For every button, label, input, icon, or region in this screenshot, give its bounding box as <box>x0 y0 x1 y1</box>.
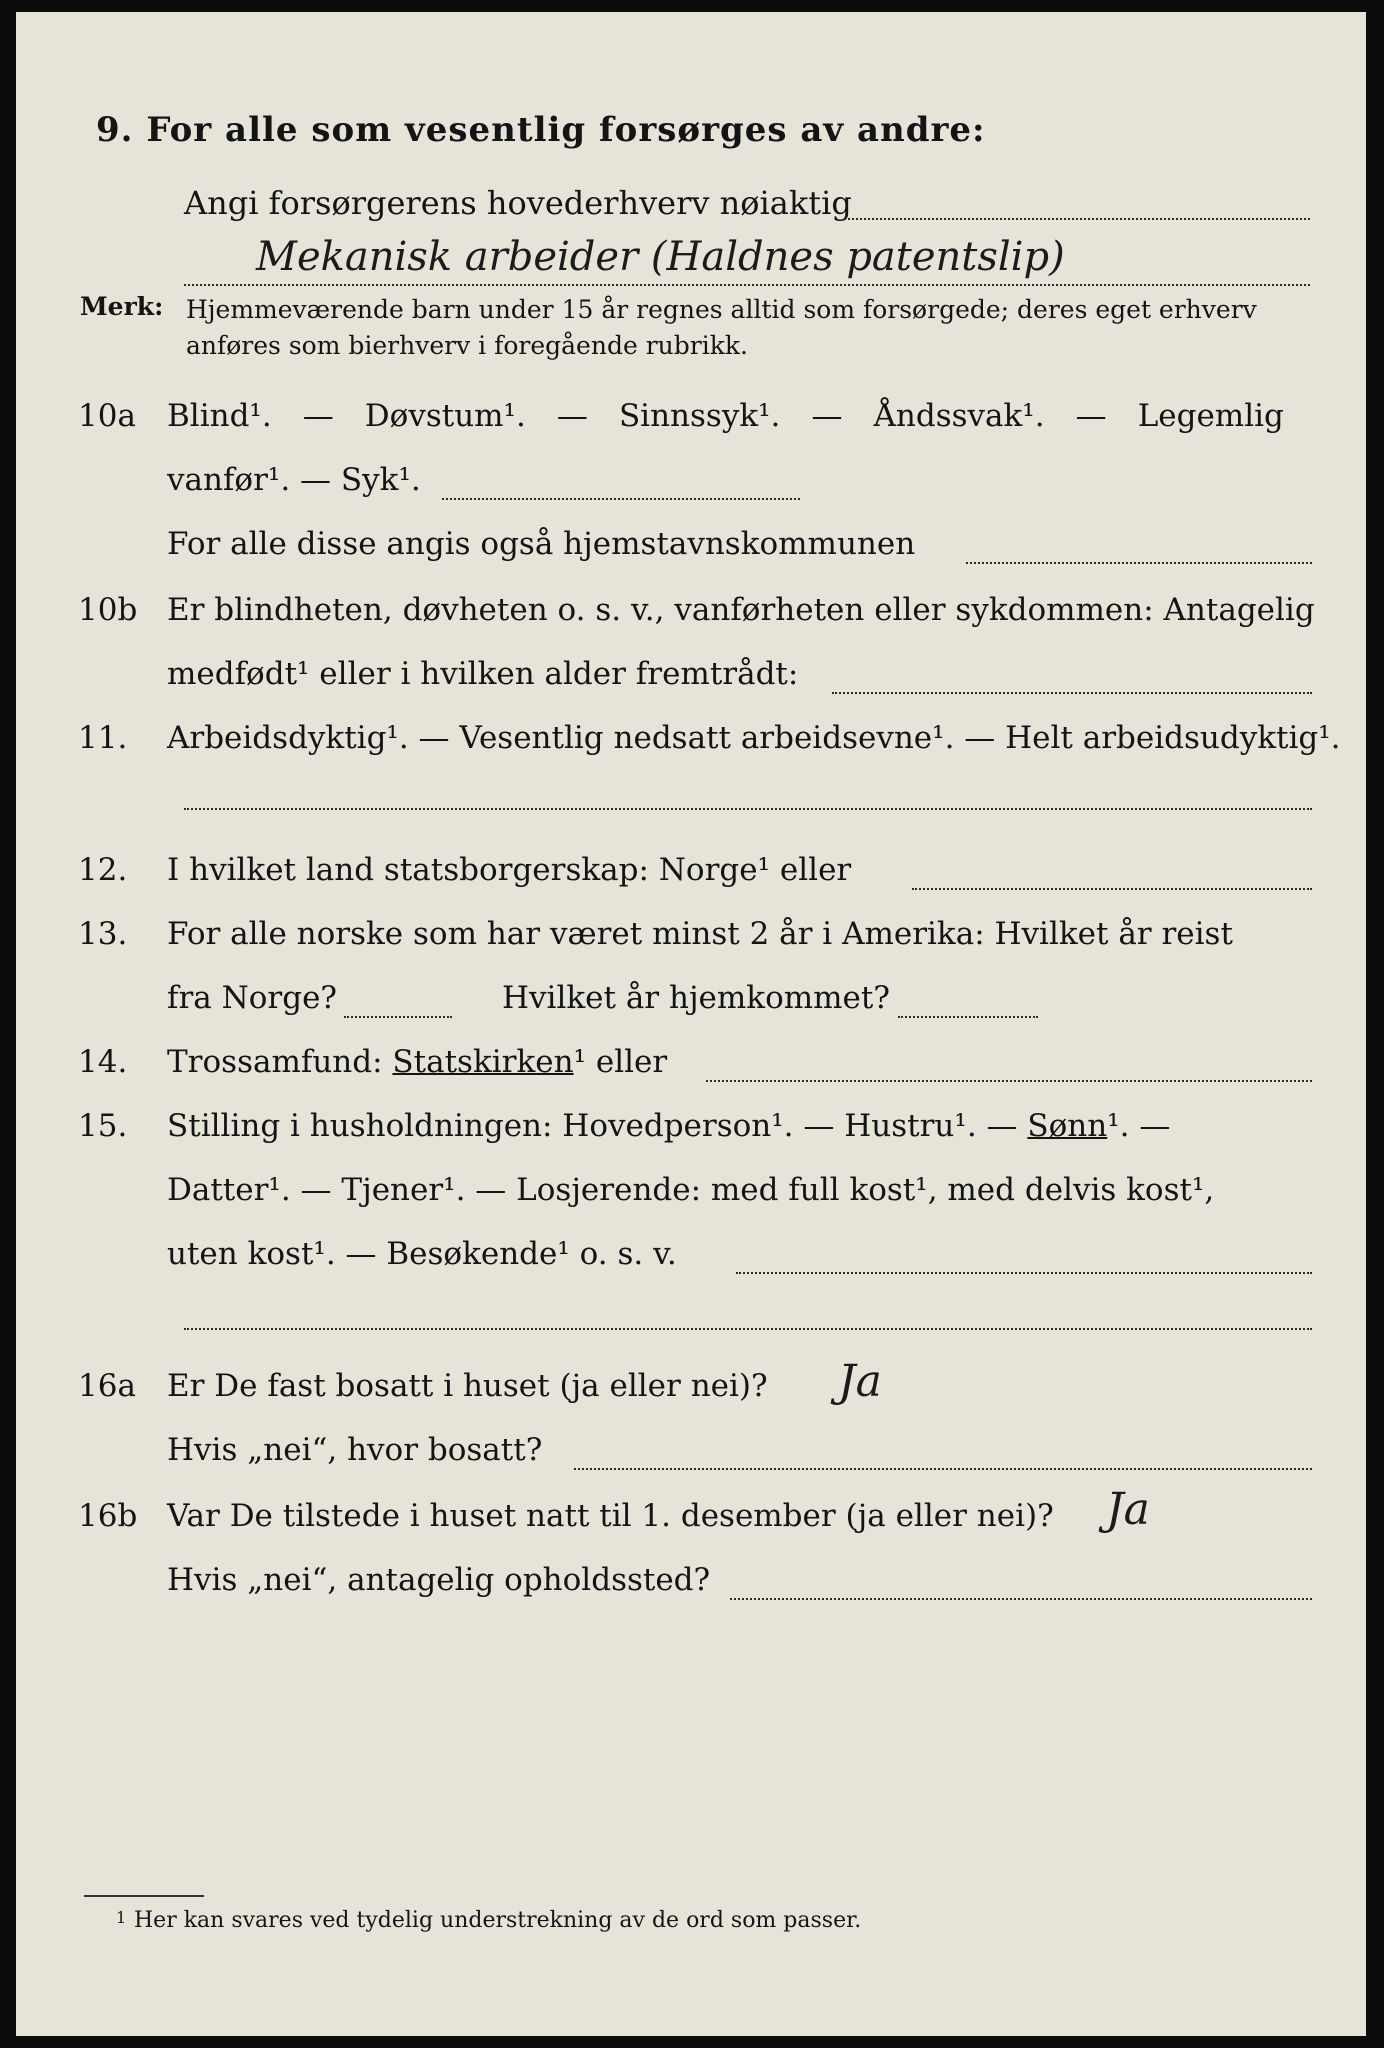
q10a-row3 <box>16 518 1366 578</box>
q10b-number: 10b <box>78 592 138 628</box>
merk-text: Hjemmeværende barn under 15 år regnes alltid som forsørgede; deres eget erhverv anføres som bierhverv i foregående rubrikk. <box>186 295 1257 360</box>
q10a-opt-legemlig: Legemlig <box>1137 398 1284 434</box>
q15-row1 <box>16 1100 1366 1160</box>
q16b-opholdssted-line <box>730 1598 1312 1600</box>
q10b-row2 <box>16 648 1366 708</box>
q10a-dash: — <box>302 398 334 434</box>
q10a-line3: For alle disse angis også hjemstavnskommunen <box>167 526 916 562</box>
q16a-handwritten-answer: Ja <box>838 1356 882 1407</box>
q10a-options <box>167 398 1284 434</box>
q12-option-norge: Norge <box>658 852 758 888</box>
q16a-line1: Er De fast bosatt i huset (ja eller nei)? <box>167 1368 768 1404</box>
q10a-hjemstavn-line <box>966 562 1312 564</box>
q10a-dash: — <box>556 398 588 434</box>
footnote-mark: 1 <box>116 1908 127 1927</box>
q12-post: ¹ eller <box>757 852 852 888</box>
q15-number: 15. <box>78 1108 128 1144</box>
q10a-dash: — <box>1075 398 1107 434</box>
q15-blank-line <box>184 1328 1312 1330</box>
q10a-opt-dovstum: Døvstum¹. <box>364 398 526 434</box>
q9-prompt-line <box>844 218 1310 220</box>
q16a-number: 16a <box>78 1368 136 1404</box>
q13-line1: For alle norske som har været minst 2 år i Amerika: Hvilket år reist <box>167 916 1233 952</box>
q10a-line2: vanfør¹. — Syk¹. <box>167 462 421 498</box>
q16b-number: 16b <box>78 1498 138 1534</box>
q11-number: 11. <box>78 720 128 756</box>
q13-hjemkommet-line <box>898 1016 1038 1018</box>
q16a-line2: Hvis „nei“, hvor bosatt? <box>167 1432 543 1468</box>
q13-row2 <box>16 972 1366 1032</box>
q10a-opt-andssvak: Åndssvak¹. <box>873 398 1045 434</box>
q10b-line1: Er blindheten, døvheten o. s. v., vanførheten eller sykdommen: Antagelig <box>167 592 1315 628</box>
q11-row1 <box>16 712 1366 772</box>
q16b-handwritten-answer: Ja <box>1106 1484 1150 1535</box>
q9-prompt: Angi forsørgerens hovederhverv nøiaktig <box>184 184 852 222</box>
q15-line2: Datter¹. — Tjener¹. — Losjerende: med full kost¹, med delvis kost¹, <box>167 1172 1215 1208</box>
q9-answer-line <box>184 284 1310 286</box>
q10a-dash: — <box>811 398 843 434</box>
q10a-row1 <box>16 390 1366 450</box>
q9-handwritten-answer: Mekanisk arbeider (Haldnes patentslip) <box>256 234 1065 280</box>
q16b-row1 <box>16 1484 1366 1550</box>
q14-line <box>167 1044 667 1080</box>
q14-other-line <box>706 1080 1312 1082</box>
q10a-row2 <box>16 454 1366 514</box>
q12-line <box>167 852 851 888</box>
q15-line1-pre: Stilling i husholdningen: Hovedperson¹. — Hustru¹. — <box>167 1108 1018 1144</box>
q10a-syk-line <box>442 498 800 500</box>
q11-blank-line <box>184 808 1312 810</box>
q16b-line1: Var De tilstede i huset natt til 1. desember (ja eller nei)? <box>167 1498 1054 1534</box>
q10b-alder-line <box>832 692 1312 694</box>
q12-pre: I hvilket land statsborgerskap: <box>167 852 649 888</box>
q13-row1 <box>16 908 1366 968</box>
q13-line2a: fra Norge? <box>167 980 338 1016</box>
footnote-text: Her kan svares ved tydelig understrekning av de ord som passer. <box>134 1908 862 1933</box>
census-form-page <box>16 12 1366 2036</box>
q15-line1 <box>167 1108 1170 1144</box>
q16a-row1 <box>16 1356 1366 1420</box>
q16b-line2: Hvis „nei“, antagelig opholdssted? <box>167 1562 711 1598</box>
q15-row3 <box>16 1228 1366 1288</box>
q13-line2b: Hvilket år hjemkommet? <box>502 980 890 1016</box>
footnote-rule <box>84 1895 204 1897</box>
q13-number: 13. <box>78 916 128 952</box>
q14-number: 14. <box>78 1044 128 1080</box>
q10b-line2: medfødt¹ eller i hvilken alder fremtrådt: <box>167 656 799 692</box>
q14-post: ¹ eller <box>573 1044 668 1080</box>
q10a-opt-blind: Blind¹. <box>167 398 272 434</box>
q12-other-line <box>912 888 1312 890</box>
q15-row2 <box>16 1164 1366 1224</box>
q15-option-sonn: Sønn <box>1027 1108 1108 1144</box>
merk-label: Merk: <box>80 292 164 321</box>
q10b-row1 <box>16 584 1366 644</box>
q15-line1-post: ¹. — <box>1107 1108 1171 1144</box>
q10a-opt-sinnssyk: Sinnssyk¹. <box>618 398 781 434</box>
q11-line1: Arbeidsdyktig¹. — Vesentlig nedsatt arbeidsevne¹. — Helt arbeidsudyktig¹. <box>167 720 1341 756</box>
q9-title: 9. For alle som vesentlig forsørges av andre: <box>96 110 986 150</box>
q16b-row2 <box>16 1554 1366 1614</box>
q12-number: 12. <box>78 852 128 888</box>
q13-reist-line <box>344 1016 452 1018</box>
q10a-number: 10a <box>78 398 136 434</box>
q15-other-line <box>736 1272 1312 1274</box>
q14-pre: Trossamfund: <box>167 1044 383 1080</box>
q16a-bosatt-line <box>574 1468 1312 1470</box>
q15-line3: uten kost¹. — Besøkende¹ o. s. v. <box>167 1236 677 1272</box>
q16a-row2 <box>16 1424 1366 1484</box>
q12-row <box>16 844 1366 904</box>
q14-row <box>16 1036 1366 1096</box>
q14-option-statskirken: Statskirken <box>392 1044 574 1080</box>
